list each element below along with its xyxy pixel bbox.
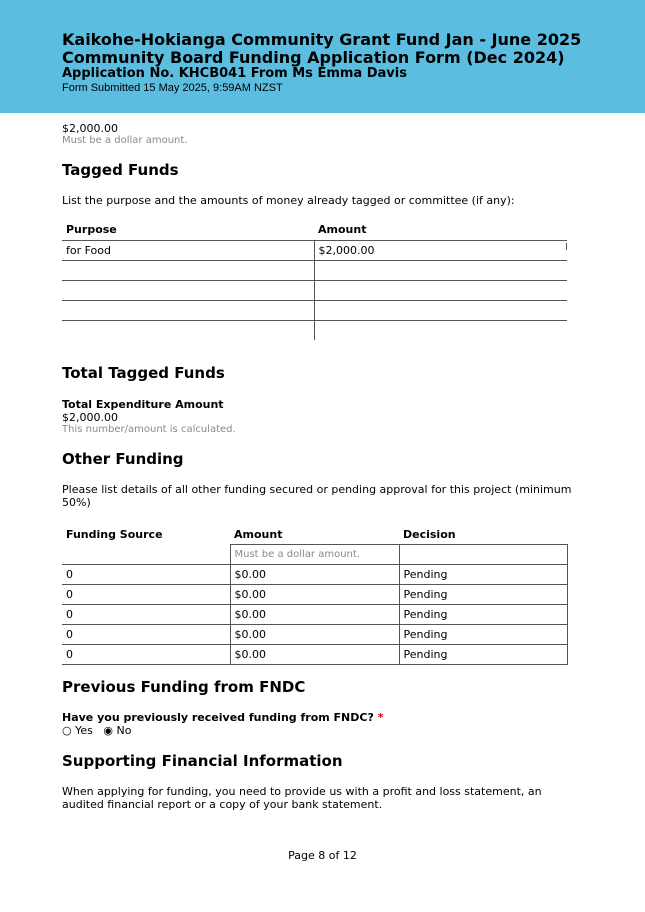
- table-row: [62, 281, 567, 301]
- form-title: Kaikohe-Hokianga Community Grant Fund Jan - June 2025: [62, 30, 582, 49]
- radio-no[interactable]: [103, 724, 131, 737]
- previous-funding-question: [62, 711, 383, 724]
- funding-source-cell: 0: [62, 605, 230, 625]
- amount-cell: $0.00: [230, 585, 399, 605]
- question-text: Have you previously received funding from FNDC?: [62, 711, 374, 724]
- purpose-cell: [62, 321, 314, 341]
- amount-cell: $0.00: [230, 625, 399, 645]
- total-expenditure-label: Total Expenditure Amount: [62, 398, 224, 411]
- purpose-cell: for Food: [62, 241, 314, 261]
- amount-hint-cell: Must be a dollar amount.: [230, 545, 399, 565]
- other-funding-table: [62, 524, 568, 665]
- total-expenditure-value: $2,000.00: [62, 411, 118, 424]
- amount-cell: $0.00: [230, 565, 399, 585]
- hint-row: [62, 545, 567, 565]
- radio-selected-icon: ◉: [103, 724, 113, 737]
- radio-unselected-icon: ○: [62, 724, 72, 737]
- radio-yes-label: Yes: [75, 724, 93, 737]
- funding-source-cell: 0: [62, 625, 230, 645]
- amount-value: $2,000.00: [62, 122, 118, 135]
- total-tagged-heading: Total Tagged Funds: [62, 364, 225, 382]
- decision-cell: Pending: [399, 645, 567, 665]
- decision-cell: Pending: [399, 585, 567, 605]
- decision-cell: Pending: [399, 565, 567, 585]
- table-row: [62, 301, 567, 321]
- table-row: [62, 625, 567, 645]
- decision-cell: [399, 545, 567, 565]
- purpose-cell: [62, 261, 314, 281]
- purpose-cell: [62, 281, 314, 301]
- purpose-cell: [62, 301, 314, 321]
- total-expenditure-hint: This number/amount is calculated.: [62, 424, 236, 435]
- funding-source-cell: 0: [62, 585, 230, 605]
- column-header-amount: Amount: [234, 527, 283, 541]
- decision-cell: Pending: [399, 605, 567, 625]
- tagged-funds-table: [62, 218, 567, 340]
- tagged-funds-instruction: List the purpose and the amounts of money already tagged or committee (if any):: [62, 194, 515, 207]
- amount-hint: Must be a dollar amount.: [62, 135, 188, 146]
- submission-timestamp: Form Submitted 15 May 2025, 9:59AM NZST: [62, 82, 283, 94]
- column-header-purpose: Purpose: [66, 222, 117, 236]
- table-row: [62, 565, 567, 585]
- form-subtitle: Community Board Funding Application Form (Dec 2024): [62, 48, 565, 67]
- form-header: [0, 0, 645, 113]
- table-row: [62, 241, 567, 261]
- page-number: Page 8 of 12: [288, 849, 357, 862]
- table-row: [62, 605, 567, 625]
- amount-cell: $0.00: [230, 605, 399, 625]
- previous-funding-options: [62, 724, 131, 737]
- required-marker: *: [377, 711, 384, 724]
- funding-source-cell: 0: [62, 565, 230, 585]
- table-row: [62, 585, 567, 605]
- amount-cell: [314, 281, 567, 301]
- previous-funding-heading: Previous Funding from FNDC: [62, 678, 306, 696]
- column-header-funding-source: Funding Source: [66, 527, 163, 541]
- column-header-amount: Amount: [318, 222, 367, 236]
- table-header-row: [62, 524, 567, 545]
- table-header-row: [62, 218, 567, 241]
- supporting-info-text: When applying for funding, you need to provide us with a profit and loss statement, an audited financial report or a copy of your bank statement.: [62, 785, 542, 811]
- other-funding-heading: Other Funding: [62, 450, 184, 468]
- supporting-info-heading: Supporting Financial Information: [62, 752, 343, 770]
- table-row: [62, 321, 567, 341]
- amount-cell: $2,000.00: [314, 241, 567, 261]
- table-row: [62, 261, 567, 281]
- column-header-decision: Decision: [403, 527, 456, 541]
- funding-source-cell: 0: [62, 645, 230, 665]
- amount-cell: [314, 301, 567, 321]
- radio-yes[interactable]: [62, 724, 96, 737]
- amount-cell: [314, 261, 567, 281]
- amount-cell: $0.00: [230, 645, 399, 665]
- tagged-funds-heading: Tagged Funds: [62, 161, 179, 179]
- table-row: [62, 645, 567, 665]
- application-number: Application No. KHCB041 From Ms Emma Davis: [62, 66, 407, 81]
- amount-cell: [314, 321, 567, 341]
- other-funding-instruction: Please list details of all other funding secured or pending approval for this project (minimum 50%): [62, 483, 572, 509]
- funding-source-cell: [62, 545, 230, 565]
- decision-cell: Pending: [399, 625, 567, 645]
- radio-no-label: No: [116, 724, 132, 737]
